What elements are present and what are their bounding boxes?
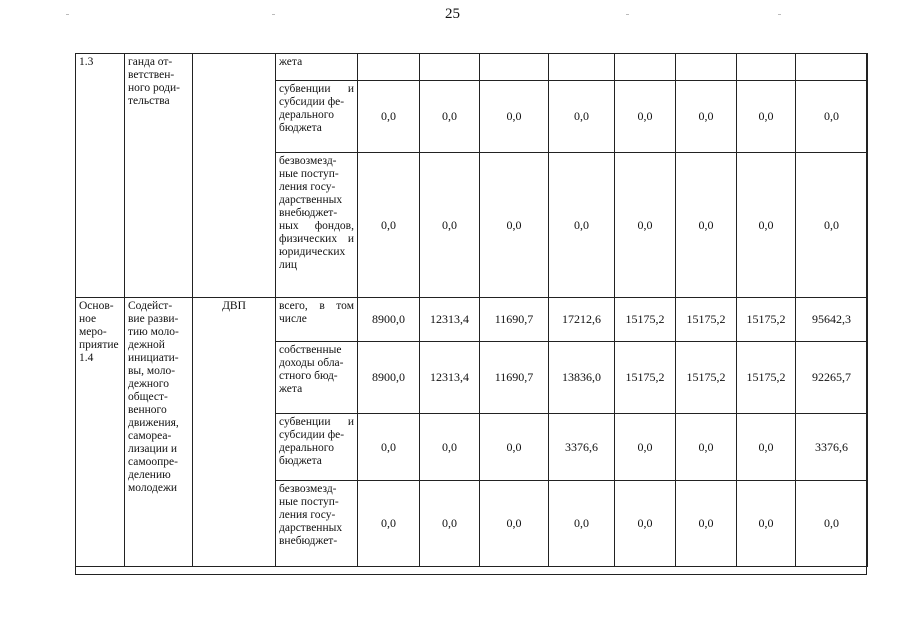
amount-cell: 17212,6 <box>549 298 615 342</box>
financing-table <box>75 53 868 567</box>
amount-cell: 0,0 <box>420 153 480 298</box>
scan-artifact <box>626 14 629 15</box>
amount-cell: 0,0 <box>796 153 868 298</box>
amount-cell: 15175,2 <box>737 298 796 342</box>
amount-cell: 8900,0 <box>358 298 420 342</box>
amount-cell: 0,0 <box>480 81 549 153</box>
amount-cell <box>420 54 480 81</box>
amount-cell: 92265,7 <box>796 342 868 414</box>
funding-source: субвенции и субсидии фе- дерального бюджета <box>276 414 358 481</box>
amount-cell: 0,0 <box>737 414 796 481</box>
amount-cell: 0,0 <box>676 414 737 481</box>
amount-cell: 0,0 <box>549 153 615 298</box>
amount-cell: 15175,2 <box>676 342 737 414</box>
measure-code: Основ- ное меро- приятие 1.4 <box>76 298 125 567</box>
amount-cell: 15175,2 <box>737 342 796 414</box>
amount-cell: 3376,6 <box>796 414 868 481</box>
amount-cell: 0,0 <box>358 153 420 298</box>
amount-cell: 0,0 <box>480 153 549 298</box>
amount-cell <box>676 54 737 81</box>
amount-cell: 15175,2 <box>615 298 676 342</box>
funding-source: безвозмезд- ные поступ- ления госу- дарственных внебюджет- ных фондов, физических и юридических лиц <box>276 153 358 298</box>
amount-cell: 95642,3 <box>796 298 868 342</box>
measure-name: ганда от- ветствен- ного роди- тельства <box>125 54 193 298</box>
amount-cell: 0,0 <box>420 414 480 481</box>
amount-cell <box>358 54 420 81</box>
amount-cell <box>737 54 796 81</box>
amount-cell <box>796 54 868 81</box>
funding-source: жета <box>276 54 358 81</box>
funding-source: всего, в том числе <box>276 298 358 342</box>
executor: ДВП <box>193 298 276 567</box>
scan-artifact <box>778 14 781 15</box>
amount-cell: 11690,7 <box>480 342 549 414</box>
funding-source: безвозмезд- ные поступ- ления госу- дарственных внебюджет- <box>276 481 358 567</box>
amount-cell <box>480 54 549 81</box>
amount-cell: 0,0 <box>615 481 676 567</box>
amount-cell: 0,0 <box>737 153 796 298</box>
amount-cell: 0,0 <box>676 81 737 153</box>
amount-cell: 0,0 <box>796 81 868 153</box>
amount-cell: 12313,4 <box>420 298 480 342</box>
amount-cell: 0,0 <box>549 81 615 153</box>
amount-cell: 8900,0 <box>358 342 420 414</box>
amount-cell: 0,0 <box>420 81 480 153</box>
executor <box>193 54 276 298</box>
amount-cell: 15175,2 <box>615 342 676 414</box>
amount-cell: 0,0 <box>358 414 420 481</box>
amount-cell: 3376,6 <box>549 414 615 481</box>
amount-cell: 0,0 <box>796 481 868 567</box>
amount-cell: 0,0 <box>737 481 796 567</box>
amount-cell: 0,0 <box>420 481 480 567</box>
amount-cell: 0,0 <box>676 153 737 298</box>
page-number: 25 <box>445 6 460 22</box>
amount-cell: 0,0 <box>676 481 737 567</box>
amount-cell: 11690,7 <box>480 298 549 342</box>
table-row <box>76 298 868 342</box>
funding-source: субвенции и субсидии фе- дерального бюджета <box>276 81 358 153</box>
scan-artifact <box>272 14 275 15</box>
amount-cell: 0,0 <box>615 414 676 481</box>
amount-cell: 0,0 <box>358 81 420 153</box>
amount-cell: 12313,4 <box>420 342 480 414</box>
amount-cell: 0,0 <box>549 481 615 567</box>
funding-source: собственные доходы обла- стного бюд- жета <box>276 342 358 414</box>
amount-cell: 0,0 <box>358 481 420 567</box>
amount-cell <box>615 54 676 81</box>
amount-cell: 0,0 <box>615 81 676 153</box>
amount-cell <box>549 54 615 81</box>
amount-cell: 0,0 <box>737 81 796 153</box>
amount-cell: 0,0 <box>480 481 549 567</box>
amount-cell: 13836,0 <box>549 342 615 414</box>
amount-cell: 15175,2 <box>676 298 737 342</box>
amount-cell: 0,0 <box>480 414 549 481</box>
amount-cell: 0,0 <box>615 153 676 298</box>
table-row <box>76 54 868 81</box>
measure-name: Содейст- вие разви- тию моло- дежной инициати- вы, моло- дежного общест- венного движения, самореа- лизации и самоопре- делению молодежи <box>125 298 193 567</box>
scan-artifact <box>66 14 69 15</box>
measure-code: 1.3 <box>76 54 125 298</box>
